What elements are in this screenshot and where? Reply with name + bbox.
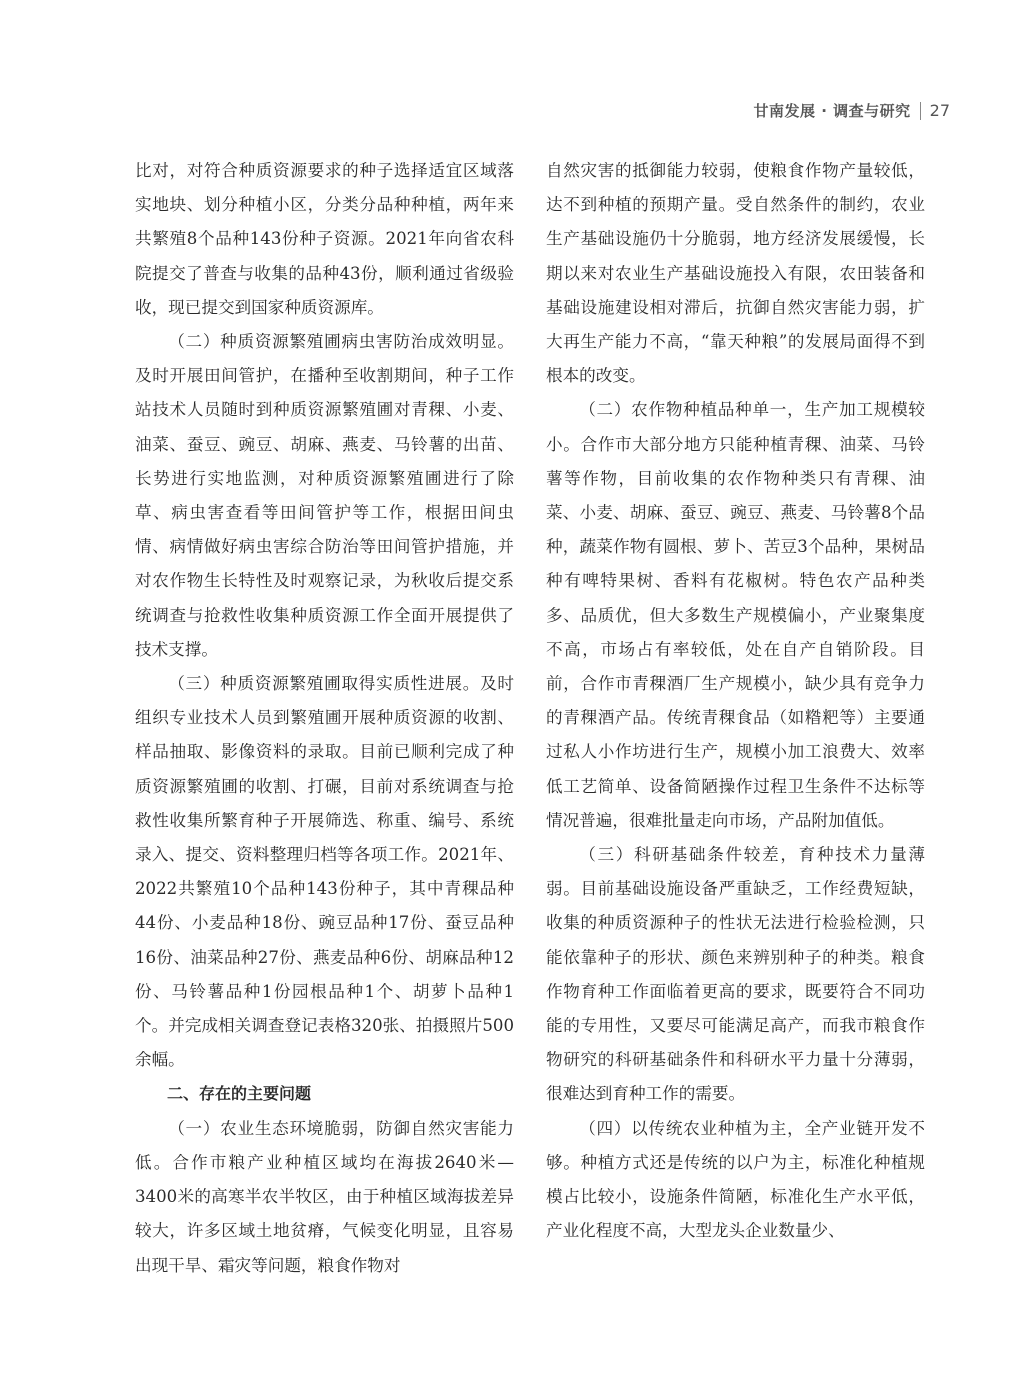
paragraph: （三）种质资源繁殖圃取得实质性进展。及时组织专业技术人员到繁殖圃开展种质资源的收割、样品抽取、影像资料的录取。目前已顺利完成了种质资源繁殖圃的收割、打碾，目前对系统调查与抢救性收集所繁育种子开展筛选、称重、编号、系统录入、提交、资料整理归档等各项工作。2021年、2022共繁殖10个品种143份种子，其中青稞品种44份、小麦品种18份、豌豆品种17份、蚕豆品种16份、油菜品种27份、燕麦品种6份、胡麻品种12份、马铃薯品种1份园根品种1个、胡萝卜品种1个。并完成相关调查登记表格320张、拍摄照片500余幅。 (135, 674, 514, 1070)
left-column (135, 154, 514, 1283)
page-number: 27 (929, 101, 950, 120)
paragraph: （一）农业生态环境脆弱，防御自然灾害能力低。合作市粮产业种植区域均在海拔2640米—3400米的高寒半农半牧区，由于种植区域海拔差异较大，许多区域土地贫瘠，气候变化明显，且容易出现干旱、霜灾等问题，粮食作物对 (135, 1118, 514, 1275)
paragraph: （三）科研基础条件较差，育种技术力量薄弱。目前基础设施设备严重缺乏，工作经费短缺，收集的种质资源种子的性状无法进行检验检测，只能依靠种子的形状、颜色来辨别种子的种类。粮食作物育种工作面临着更高的要求，既要符合不同功能的专用性，又要尽可能满足高产，而我市粮食作物研究的科研基础条件和科研水平力量十分薄弱，很难达到育种工作的需要。 (546, 845, 925, 1104)
section-heading: 二、存在的主要问题 (167, 1084, 312, 1104)
paragraph: （四）以传统农业种植为主，全产业链开发不够。种植方式还是传统的以户为主，标准化种植规模占比较小，设施条件简陋，标准化生产水平低，产业化程度不高，大型龙头企业数量少、 (546, 1118, 925, 1241)
paragraph: （二）种质资源繁殖圃病虫害防治成效明显。及时开展田间管护，在播种至收割期间，种子工作站技术人员随时到种质资源繁殖圃对青稞、小麦、油菜、蚕豆、豌豆、胡麻、燕麦、马铃薯的出苗、长势进行实地监测，对种质资源繁殖圃进行了除草、病虫害查看等田间管护等工作，根据田间虫情、病情做好病虫害综合防治等田间管护措施，并对农作物生长特性及时观察记录，为秋收后提交系统调查与抢救性收集种质资源工作全面开展提供了技术支撑。 (135, 332, 514, 659)
paragraph: 自然灾害的抵御能力较弱，使粮食作物产量较低，达不到种植的预期产量。受自然条件的制约，农业生产基础设施仍十分脆弱，地方经济发展缓慢，长期以来对农业生产基础设施投入有限，农田装备和基础设施建设相对滞后，抗御自然灾害能力弱，扩大再生产能力不高，“靠天种粮”的发展局面得不到根本的改变。 (546, 161, 925, 386)
paragraph: 比对，对符合种质资源要求的种子选择适宜区域落实地块、划分种植小区，分类分品种种植，两年来共繁殖8个品种143份种子资源。2021年向省农科院提交了普查与收集的品种43份，顺利通过省级验收，现已提交到国家种质资源库。 (135, 161, 514, 317)
right-column (546, 154, 925, 1249)
paragraph: （二）农作物种植品种单一，生产加工规模较小。合作市大部分地方只能种植青稞、油菜、马铃薯等作物，目前收集的农作物种类只有青稞、油菜、小麦、胡麻、蚕豆、豌豆、燕麦、马铃薯8个品种，蔬菜作物有圆根、萝卜、苦豆3个品种，果树品种有啤特果树、香料有花椒树。特色农产品种类多、品质优，但大多数生产规模偏小，产业聚集度不高，市场占有率较低，处在自产自销阶段。目前，合作市青稞酒厂生产规模小，缺少具有竞争力的青稞酒产品。传统青稞食品（如糌粑等）主要通过私人小作坊进行生产，规模小加工浪费大、效率低工艺简单、设备简陋操作过程卫生条件不达标等情况普遍，很难批量走向市场，产品附加值低。 (546, 400, 925, 830)
running-header (753, 100, 950, 121)
journal-title: 甘南发展 · 调查与研究 (753, 102, 911, 120)
header-divider (920, 102, 921, 120)
